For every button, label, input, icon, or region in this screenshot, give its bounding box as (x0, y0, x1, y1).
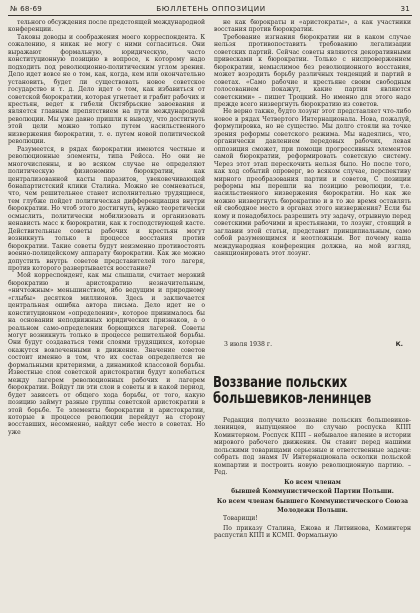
page-header (10, 3, 412, 15)
salutation-line: Молодежи Польши. (277, 506, 348, 514)
left-column (8, 19, 205, 607)
heading-line: Воззвание польских (213, 373, 348, 391)
paragraph: Не верно также, будто лозунг этот представляет что-либо новое в рядах Четвертого Интернационала. Нова, пожалуй, формулировка, но не существо. Мы долго стояли на точке зрения реформы советского режима. Мы надеялись, что, органически давлением передовых рабочих, левая оппозиция сможет, при помощи прогрессивных элементов самой бюрократии, реформировать советскую систему. Через этот этап перескочить нельзя было. Но после того, как ход событий опроверг, во всяком случае, перспективу мирного преобразования партии и советов, С позиции реформы мы перешли на позицию революции, т.е. насильственного низвержения бюрократии. Но как же можно низвергнуть бюрократию и в то же время оставлять ей свободное место в органах этого низвержения? Если бы кому и понадобилось разрешить эту задачу, отрывную перед советскими рабочими и крестьянами, то лозунг, стоящий в заглавии этой статьи, представит принципиальным, само собой разумеющимся и неотложным. Вот почему наша международная конференция должна, на мой взгляд, санкционировать этот лозунг. (214, 108, 411, 258)
editorial-note: Редакция получило воззвание польских большевиков-ленинцев, выпущенное по случаю роспуска КПП Коминтерном. Роспуск КПП – небывалое явление в истории мирового рабочего движения. Он ставит перед нашими польскими товарищами серьезные и ответственные задачи: собрать под знамя IV Интернационала осколки польской компартии и построить новую революционную партию. – Ред. (214, 417, 411, 477)
article-date: 3 июля 1938 г. (224, 341, 273, 348)
paragraph: Мой корреспондент, как мы слышали, считает мерзкий бюрократию и аристократию незначительным, «ничтожным» меньшинством, ибо ведущим и природному «глыбы» десятков миллионов. Здесь и заключается центральная ошибка автора письма. Дело идет не о конституционном «определении», которое принималось бы на основании неподвижных юридических признаков, а о реальном само-определении борющихся лагерей. Советы могут возникнуть только в процессе решительной борьбы. Они будут создаваться теми слоями трудящихся, которые окажутся вовлеченными в движение. Значение советов состоит именно в том, что их состав определяется не формальными критериями, а динамикой классовой борьбы. Известные слои советской аристократии будут колебаться между лагерем революционных рабочих и лагерем бюрократии. Войдут ли эти слои в советы и в какой период, будет зависеть от общего хода борьбы, от того, какую позицию займут разные группы советской аристократии в этой борьбе. Те элементы бюрократии и аристократии, которые в процессе революции перейдут на сторону восставших, несомненно, найдут себе место в советах. Но уже (8, 272, 205, 436)
paragraph: Требование изгнания бюрократии ни в каком случае нельзя противопоставить требованию легализации советских партий. Сейчас советы являются декоративными привесками к бюрократии. Только с ниспровержением бюрократии, немыслимое без революционного восстания, может возродить борьбу различных тенденций и партий в советах. «Само рабочие и крестьяне своим свободным голосованием покажут, какие партии являются советскими» – пишет Троцкий. Но именно для этого надо прежде всего низвергнуть бюрократию из советов. (214, 33, 411, 108)
publication-title: БЮЛЛЕТЕНЬ ОППОЗИЦИИ (156, 4, 266, 13)
salutation-line: Ко всем членам бывшего Коммунистического Союза (216, 497, 409, 505)
header-rule (8, 15, 412, 16)
issue-number: № 68-69 (10, 4, 43, 13)
paragraph: не как бюрократы и «аристократы», а как участники восстания против бюрократии. (214, 19, 411, 34)
paragraph: По приказу Сталина, Ежова и Литвинова, Коминтерн распустил КПП и КСМП. Формальную (214, 524, 411, 540)
page-number: 31 (400, 4, 410, 13)
right-column-top (214, 19, 411, 343)
greeting: Товарищи! (223, 515, 258, 523)
author-signature: К. (395, 341, 403, 348)
salutation-line: бывшей Коммунистической Партии Польши. (231, 488, 394, 496)
heading-line: большевиков-ленинцев (213, 389, 372, 407)
salutation-line: Ко всем членам (284, 478, 341, 486)
right-column-bottom (214, 417, 411, 605)
paragraph: тельного обсуждения после предстоящей международной конференции. (8, 19, 205, 34)
paragraph: Разумеется, в рядах бюрократии имеются честные и революционные элементы, типа Рейсса. Но они не многочисленны, и во всяком случае не определяют политическую физиономию бюрократии, как централизованной касты паразитов, увековечивающей бонапартистский клики Сталина. Можно не сомневаться, что, чем решительнее станет исполнительно трудящиеся, тем глубже пойдет политическая дифференциация внутри бюрократии. Но чтоб этого достигнуть, нужно теоретически осмыслить, политически мобилизовать и организовать ненависть масс к бюрократии, как к господствующей касте. Действительные советы рабочих и крестьян могут возникнуть только в процессе восстания против бюрократии. Такие советы будут неизменно противостоять военно-полицейскому аппарату бюрократии. Как же можно допустить внутрь советов представителей того лагеря, против которого развертывается восстание? (8, 145, 205, 272)
article-signoff (214, 341, 411, 351)
paragraph: Таковы доводы и соображения моего корреспондента. К сожалению, я никак не могу с ними согласиться. Они выражают формальную, юридическую, часто конституционную позицию в вопросе, к которому надо подходить под революционно-политическим углом зрения. Дело идет вовсе не о том, как, когда, кем или окончательно установить, будет ли существовать новое советское государство и т. д. Дело идет о том, как избавиться от советской бюрократии, которая угнетает и грабит рабочих и крестьян, ведет к гибели Октябрьские завоевания и является главным препятствием на пути международной революции. Мы уже давно пришли к выводу, что достигнуть этой цели можно только путем насильственного низвержения бюрократии, т. е. путем новой политической революции. (8, 33, 205, 146)
article-heading (213, 374, 413, 406)
